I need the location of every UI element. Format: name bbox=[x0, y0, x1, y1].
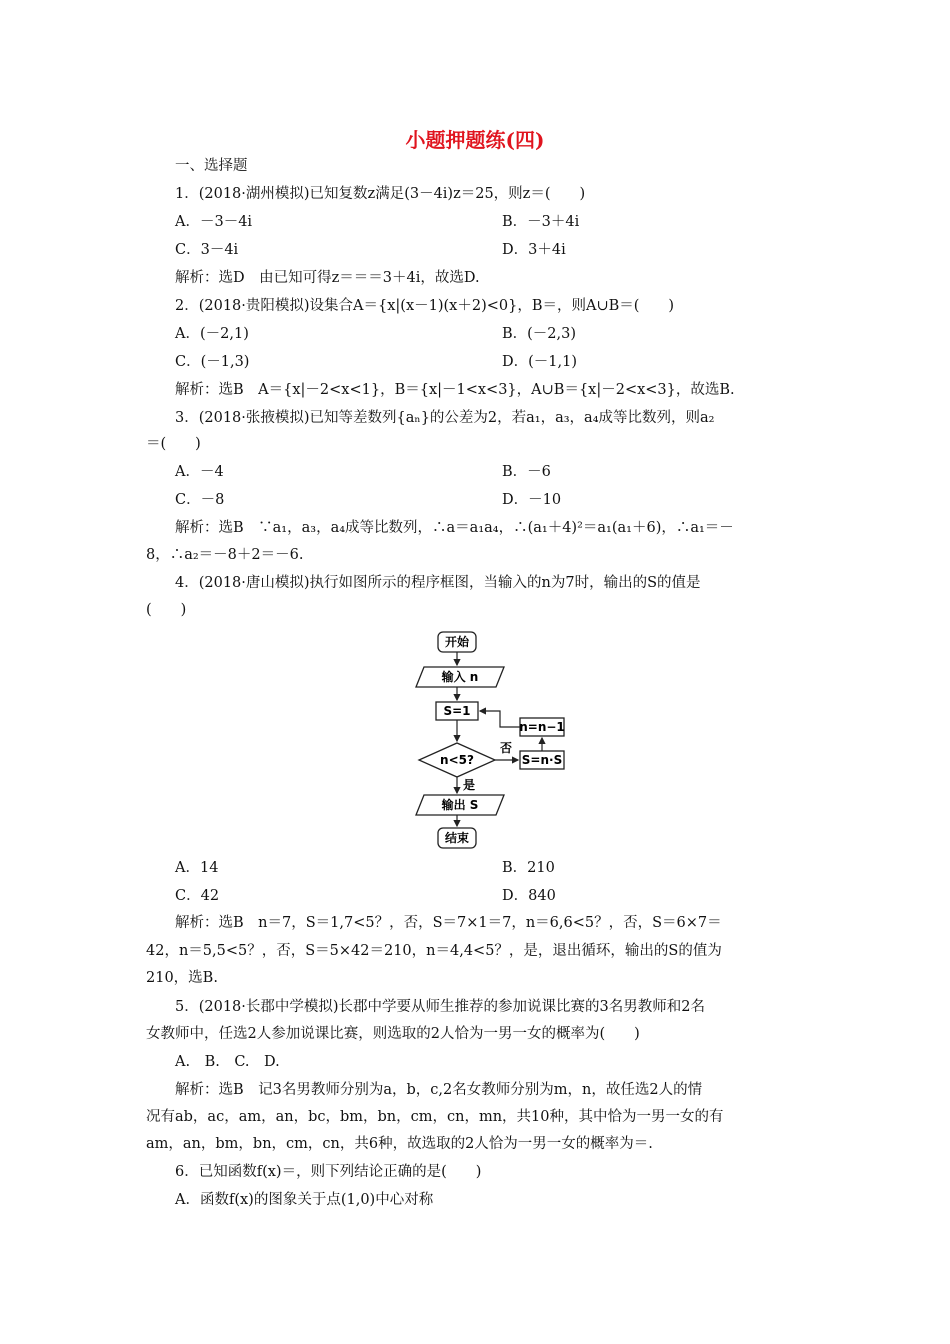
q5-solution-line2: 况有ab，ac，am，an，bc，bm，bn，cm，cn，mn，共10种，其中恰为一男一女的有 bbox=[146, 1109, 724, 1125]
q5-solution-line3: am，an，bm，bn，cm，cn，共6种，故选取的2人恰为一男一女的概率为＝. bbox=[146, 1136, 653, 1152]
q4-option-d: D．840 bbox=[502, 888, 556, 904]
q2-solution: 解析：选B A＝{x|－2<x<1}，B＝{x|－1<x<3}，A∪B＝{x|－2<x<3}，故选B. bbox=[175, 382, 735, 398]
q2-option-d: D．(－1,1) bbox=[502, 354, 577, 370]
q3-stem-line2: ＝( ) bbox=[146, 436, 201, 452]
q3-stem-line1: 3．(2018·张掖模拟)已知等差数列{aₙ}的公差为2，若a₁，a₃，a₄成等比数列，则a₂ bbox=[175, 410, 715, 426]
q5-solution-line1: 解析：选B 记3名男教师分别为a，b，c,2名女教师分别为m，n，故任选2人的情 bbox=[175, 1082, 703, 1098]
q1-stem: 1．(2018·湖州模拟)已知复数z满足(3－4i)z＝25，则z＝( ) bbox=[175, 186, 586, 202]
flow-update-n-label: n=n−1 bbox=[519, 720, 565, 734]
q1-option-d: D．3＋4i bbox=[502, 242, 566, 258]
q4-solution-line3: 210，选B. bbox=[146, 970, 218, 986]
q4-option-a: A．14 bbox=[175, 860, 219, 876]
q3-option-d: D．－10 bbox=[502, 492, 562, 508]
program-flowchart bbox=[410, 628, 570, 850]
flow-update-s-label: S=n·S bbox=[521, 753, 563, 767]
q1-solution: 解析：选D 由已知可得z＝＝＝3＋4i，故选D. bbox=[175, 270, 480, 286]
q2-stem: 2．(2018·贵阳模拟)设集合A＝{x|(x－1)(x＋2)<0}，B＝，则A∪B＝( ) bbox=[175, 298, 675, 314]
q3-solution-line1: 解析：选B ∵a₁，a₃，a₄成等比数列，∴a＝a₁a₄，∴(a₁＋4)²＝a₁(a₁＋6)，∴a₁＝－ bbox=[175, 520, 734, 536]
q4-stem-line1: 4．(2018·唐山模拟)执行如图所示的程序框图，当输入的n为7时，输出的S的值是 bbox=[175, 575, 701, 591]
q5-stem-line1: 5．(2018·长郡中学模拟)长郡中学要从师生推荐的参加说课比赛的3名男教师和2名 bbox=[175, 999, 705, 1015]
q2-option-b: B．(－2,3) bbox=[502, 326, 577, 342]
q2-option-c: C．(－1,3) bbox=[175, 354, 250, 370]
q5-stem-line2: 女教师中，任选2人参加说课比赛，则选取的2人恰为一男一女的概率为( ) bbox=[146, 1026, 640, 1042]
page-title: 小题押题练(四) bbox=[405, 128, 545, 152]
flow-yes-label: 是 bbox=[463, 778, 476, 792]
q4-option-c: C．42 bbox=[175, 888, 220, 904]
q4-solution-line2: 42，n＝5,5<5？，否，S＝5×42＝210，n＝4,4<5？，是，退出循环，输出的S的值为 bbox=[146, 943, 722, 959]
q1-option-b: B．－3＋4i bbox=[502, 214, 580, 230]
flow-start-label: 开始 bbox=[444, 635, 470, 649]
q3-option-b: B．－6 bbox=[502, 464, 551, 480]
q6-stem: 6．已知函数f(x)＝，则下列结论正确的是( ) bbox=[175, 1164, 482, 1180]
section-heading: 一、选择题 bbox=[175, 158, 248, 174]
q3-option-a: A．－4 bbox=[175, 464, 224, 480]
q4-stem-line2: ( ) bbox=[146, 602, 187, 618]
flow-no-label: 否 bbox=[500, 741, 513, 755]
flow-end-label: 结束 bbox=[444, 831, 470, 845]
q5-options: A. B. C. D. bbox=[175, 1054, 280, 1070]
q2-option-a: A．(－2,1) bbox=[175, 326, 249, 342]
q1-option-a: A．－3－4i bbox=[175, 214, 253, 230]
q4-option-b: B．210 bbox=[502, 860, 555, 876]
q3-option-c: C．－8 bbox=[175, 492, 225, 508]
q6-option-a: A．函数f(x)的图象关于点(1,0)中心对称 bbox=[175, 1192, 434, 1208]
flow-init-label: S=1 bbox=[443, 704, 471, 718]
flow-input-label: 输入 n bbox=[441, 670, 479, 684]
q4-solution-line1: 解析：选B n＝7，S＝1,7<5？，否，S＝7×1＝7，n＝6,6<5？，否，S＝6×7＝ bbox=[175, 915, 722, 931]
flow-decision-label: n<5? bbox=[440, 753, 474, 767]
flow-output-label: 输出 S bbox=[441, 798, 479, 812]
q3-solution-line2: 8，∴a₂＝－8＋2＝－6. bbox=[146, 547, 304, 563]
q1-option-c: C．3－4i bbox=[175, 242, 239, 258]
